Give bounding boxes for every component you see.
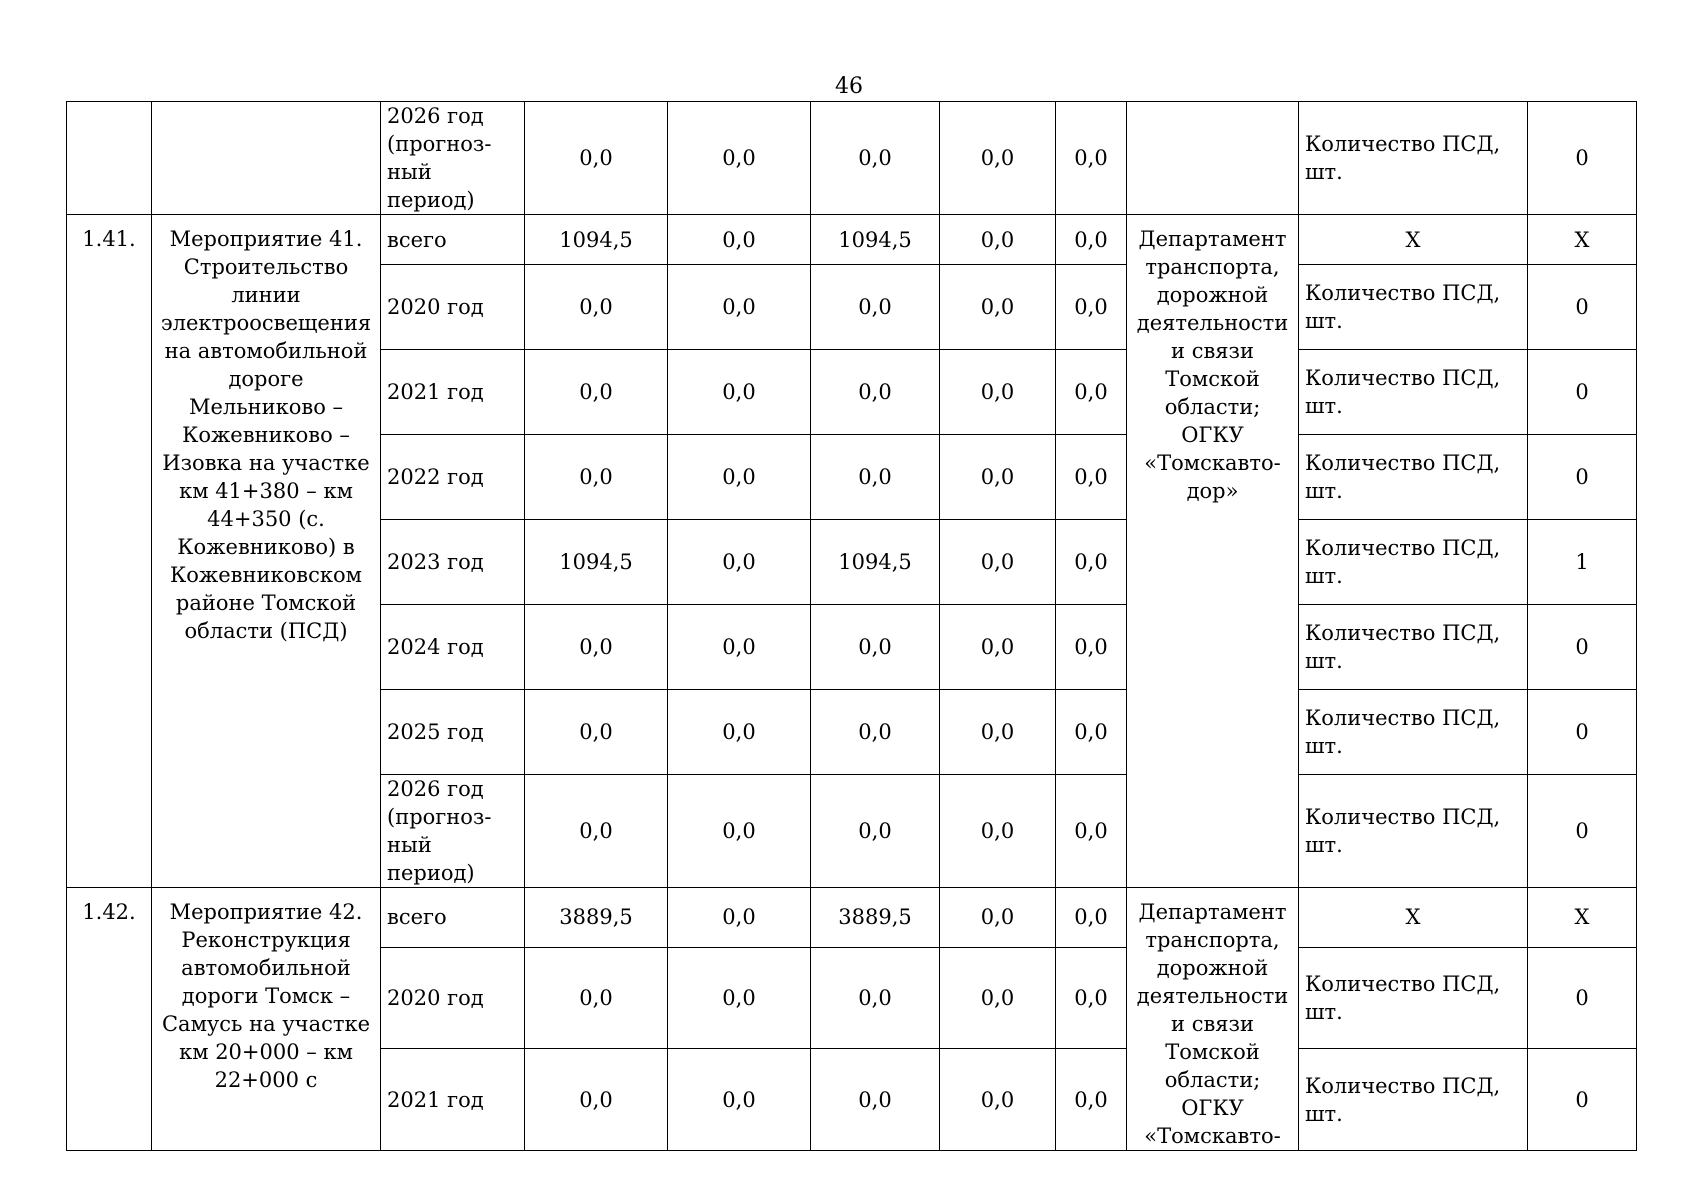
value-cell: 0,0 <box>1056 350 1127 435</box>
value-cell: 0,0 <box>940 435 1056 520</box>
value-cell: 0,0 <box>940 102 1056 215</box>
value-cell: 0,0 <box>668 888 811 948</box>
value-cell: 1094,5 <box>525 215 668 265</box>
indicator-value-cell: 0 <box>1528 435 1637 520</box>
item-name-cell: Мероприятие 42. Реконструкция автомобильной дороги Томск – Самусь на участке км 20+000 – км 22+000 с <box>152 888 381 1151</box>
value-cell: 0,0 <box>525 350 668 435</box>
value-cell: 0,0 <box>668 605 811 690</box>
value-cell: 0,0 <box>811 265 940 350</box>
value-cell: 0,0 <box>940 215 1056 265</box>
value-cell: 0,0 <box>668 947 811 1049</box>
item-name-cell <box>152 102 381 215</box>
value-cell: 0,0 <box>668 435 811 520</box>
item-number-cell: 1.42. <box>67 888 152 1151</box>
indicator-value-cell: 0 <box>1528 265 1637 350</box>
indicator-cell: Количество ПСД, шт. <box>1299 520 1528 605</box>
value-cell: 0,0 <box>940 690 1056 775</box>
value-cell: 0,0 <box>1056 1049 1127 1151</box>
value-cell: 0,0 <box>1056 888 1127 948</box>
period-cell: 2024 год <box>381 605 525 690</box>
value-cell: 0,0 <box>940 888 1056 948</box>
indicator-value-cell: X <box>1528 215 1637 265</box>
value-cell: 1094,5 <box>811 215 940 265</box>
value-cell: 0,0 <box>668 265 811 350</box>
value-cell: 0,0 <box>811 947 940 1049</box>
value-cell: 0,0 <box>811 350 940 435</box>
value-cell: 0,0 <box>1056 520 1127 605</box>
indicator-cell: X <box>1299 888 1528 948</box>
indicator-cell: Количество ПСД, шт. <box>1299 605 1528 690</box>
value-cell: 3889,5 <box>811 888 940 948</box>
value-cell: 0,0 <box>525 265 668 350</box>
value-cell: 1094,5 <box>525 520 668 605</box>
indicator-cell: Количество ПСД, шт. <box>1299 102 1528 215</box>
period-cell: 2025 год <box>381 690 525 775</box>
page-number: 46 <box>835 74 863 99</box>
value-cell: 0,0 <box>668 520 811 605</box>
value-cell: 0,0 <box>1056 947 1127 1049</box>
value-cell: 0,0 <box>1056 775 1127 888</box>
value-cell: 0,0 <box>940 520 1056 605</box>
value-cell: 0,0 <box>668 690 811 775</box>
indicator-cell: Количество ПСД, шт. <box>1299 690 1528 775</box>
indicator-cell: Количество ПСД, шт. <box>1299 435 1528 520</box>
indicator-cell: X <box>1299 215 1528 265</box>
indicator-value-cell: 0 <box>1528 690 1637 775</box>
executor-cell <box>1127 102 1299 215</box>
period-cell: всего <box>381 888 525 948</box>
indicator-value-cell: X <box>1528 888 1637 948</box>
period-cell: 2020 год <box>381 265 525 350</box>
value-cell: 0,0 <box>940 265 1056 350</box>
value-cell: 1094,5 <box>811 520 940 605</box>
value-cell: 0,0 <box>811 435 940 520</box>
budget-table <box>66 101 1637 1151</box>
executor-cell: Департамент транспорта, дорожной деятельности и связи Томской области; ОГКУ «Томскавто-дор» <box>1127 215 1299 888</box>
table-row <box>67 888 1637 948</box>
value-cell: 0,0 <box>1056 102 1127 215</box>
period-cell: 2020 год <box>381 947 525 1049</box>
value-cell: 0,0 <box>940 350 1056 435</box>
value-cell: 0,0 <box>668 215 811 265</box>
table-row <box>67 102 1637 215</box>
value-cell: 0,0 <box>811 605 940 690</box>
period-cell: 2023 год <box>381 520 525 605</box>
indicator-value-cell: 0 <box>1528 605 1637 690</box>
value-cell: 0,0 <box>668 1049 811 1151</box>
value-cell: 0,0 <box>1056 215 1127 265</box>
value-cell: 0,0 <box>940 605 1056 690</box>
indicator-value-cell: 0 <box>1528 947 1637 1049</box>
value-cell: 0,0 <box>1056 605 1127 690</box>
value-cell: 0,0 <box>525 102 668 215</box>
indicator-cell: Количество ПСД, шт. <box>1299 1049 1528 1151</box>
period-cell: 2021 год <box>381 1049 525 1151</box>
item-number-cell <box>67 102 152 215</box>
value-cell: 0,0 <box>525 775 668 888</box>
value-cell: 0,0 <box>525 435 668 520</box>
value-cell: 0,0 <box>525 947 668 1049</box>
indicator-cell: Количество ПСД, шт. <box>1299 265 1528 350</box>
value-cell: 0,0 <box>1056 435 1127 520</box>
period-cell: 2022 год <box>381 435 525 520</box>
value-cell: 0,0 <box>811 775 940 888</box>
item-name-cell: Мероприятие 41. Строительство линии электроосвещения на автомобильной дороге Мельниково – Кожевниково – Изовка на участке км 41+380 – км 44+350 (с. Кожевниково) в Кожевниковском районе Томской области (ПСД) <box>152 215 381 888</box>
value-cell: 0,0 <box>668 350 811 435</box>
period-cell: всего <box>381 215 525 265</box>
indicator-cell: Количество ПСД, шт. <box>1299 775 1528 888</box>
value-cell: 0,0 <box>1056 690 1127 775</box>
value-cell: 0,0 <box>525 1049 668 1151</box>
value-cell: 0,0 <box>525 605 668 690</box>
executor-cell: Департамент транспорта, дорожной деятельности и связи Томской области; ОГКУ «Томскавто- <box>1127 888 1299 1151</box>
value-cell: 3889,5 <box>525 888 668 948</box>
value-cell: 0,0 <box>811 690 940 775</box>
period-cell: 2026 год (прогноз-ный период) <box>381 102 525 215</box>
indicator-cell: Количество ПСД, шт. <box>1299 350 1528 435</box>
value-cell: 0,0 <box>940 947 1056 1049</box>
value-cell: 0,0 <box>525 690 668 775</box>
value-cell: 0,0 <box>811 102 940 215</box>
indicator-cell: Количество ПСД, шт. <box>1299 947 1528 1049</box>
value-cell: 0,0 <box>940 1049 1056 1151</box>
period-cell: 2021 год <box>381 350 525 435</box>
indicator-value-cell: 0 <box>1528 1049 1637 1151</box>
value-cell: 0,0 <box>668 775 811 888</box>
value-cell: 0,0 <box>940 775 1056 888</box>
period-cell: 2026 год (прогноз-ный период) <box>381 775 525 888</box>
table-row <box>67 215 1637 265</box>
value-cell: 0,0 <box>1056 265 1127 350</box>
indicator-value-cell: 0 <box>1528 350 1637 435</box>
value-cell: 0,0 <box>668 102 811 215</box>
indicator-value-cell: 0 <box>1528 775 1637 888</box>
indicator-value-cell: 0 <box>1528 102 1637 215</box>
indicator-value-cell: 1 <box>1528 520 1637 605</box>
item-number-cell: 1.41. <box>67 215 152 888</box>
value-cell: 0,0 <box>811 1049 940 1151</box>
